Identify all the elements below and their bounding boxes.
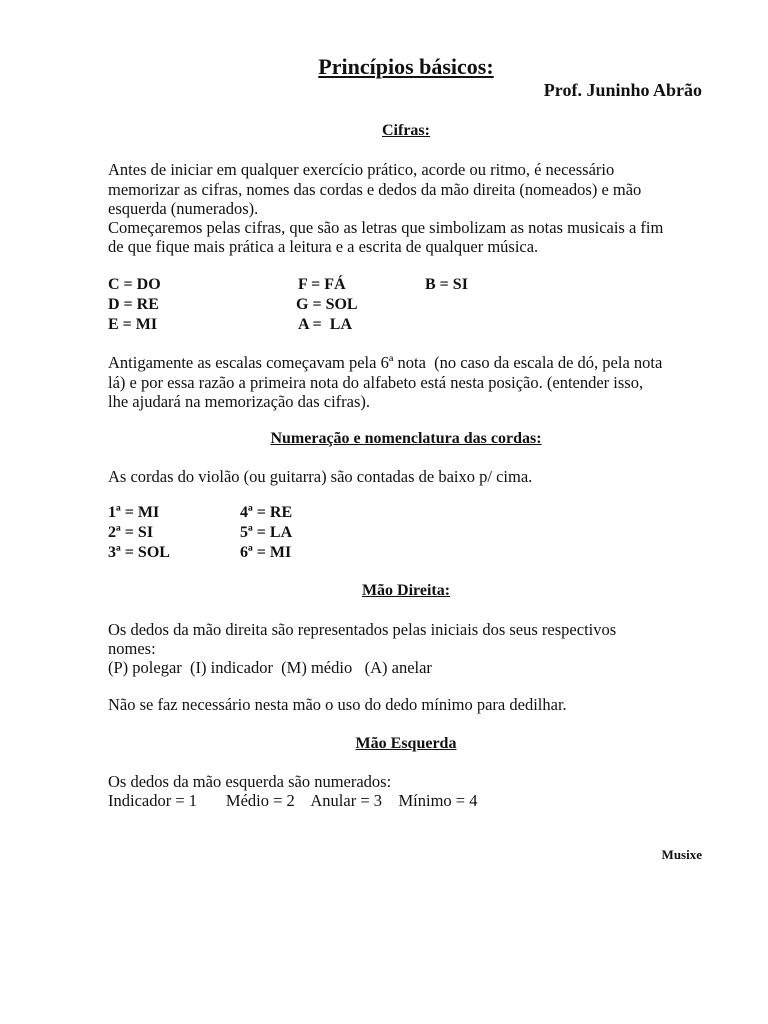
note-cifra: C = DO — [108, 276, 161, 293]
paragraph-line: As cordas do violão (ou guitarra) são contadas de baixo p/ cima. — [108, 467, 533, 486]
author-name: Prof. Juninho Abrão — [543, 80, 702, 100]
note-cifra: G = SOL — [296, 296, 358, 313]
note-cifra: B = SI — [425, 276, 468, 293]
paragraph-line: nomes: — [108, 639, 156, 658]
paragraph-line: esquerda (numerados). — [108, 199, 259, 218]
string-name: 3ª = SOL — [108, 544, 170, 561]
note-cifra: F = FÁ — [298, 276, 346, 293]
paragraph-line: Antes de iniciar em qualquer exercício prático, acorde ou ritmo, é necessário — [108, 160, 615, 179]
string-name: 2ª = SI — [108, 524, 154, 541]
paragraph-line: memorizar as cifras, nomes das cordas e dedos da mão direita (nomeados) e mão — [108, 180, 642, 199]
paragraph-line: (P) polegar (I) indicador (M) médio (A) anelar — [108, 658, 432, 677]
page-title: Princípios básicos: — [318, 54, 494, 79]
section-heading-mao-esquerda: Mão Esquerda — [355, 735, 457, 752]
section-heading-cifras: Cifras: — [382, 122, 430, 139]
section-heading-cordas: Numeração e nomenclatura das cordas: — [270, 430, 542, 447]
paragraph-line: lhe ajudará na memorização das cifras). — [108, 392, 371, 411]
paragraph-line: Antigamente as escalas começavam pela 6ª nota (no caso da escala de dó, pela nota — [108, 353, 663, 372]
paragraph-line: Os dedos da mão esquerda são numerados: — [108, 772, 392, 791]
note-cifra: D = RE — [108, 296, 159, 313]
paragraph-line: Começaremos pelas cifras, que são as letras que simbolizam as notas musicais a fim — [108, 218, 664, 237]
string-name: 5ª = LA — [240, 524, 293, 541]
paragraph-line: de que fique mais prática a leitura e a escrita de qualquer música. — [108, 237, 539, 256]
paragraph-line: Não se faz necessário nesta mão o uso do dedo mínimo para dedilhar. — [108, 695, 567, 714]
string-name: 4ª = RE — [240, 504, 293, 521]
note-cifra: A = LA — [298, 316, 353, 333]
paragraph-line: Os dedos da mão direita são representados pelas iniciais dos seus respectivos — [108, 620, 617, 639]
section-heading-mao-direita: Mão Direita: — [361, 582, 451, 599]
paragraph-line: lá) e por essa razão a primeira nota do alfabeto está nesta posição. (entender isso, — [108, 373, 644, 392]
string-name: 1ª = MI — [108, 504, 160, 521]
footer-brand: Musixe — [661, 847, 702, 862]
note-cifra: E = MI — [108, 316, 158, 333]
string-name: 6ª = MI — [240, 544, 292, 561]
paragraph-line: Indicador = 1 Médio = 2 Anular = 3 Mínimo = 4 — [108, 791, 478, 810]
